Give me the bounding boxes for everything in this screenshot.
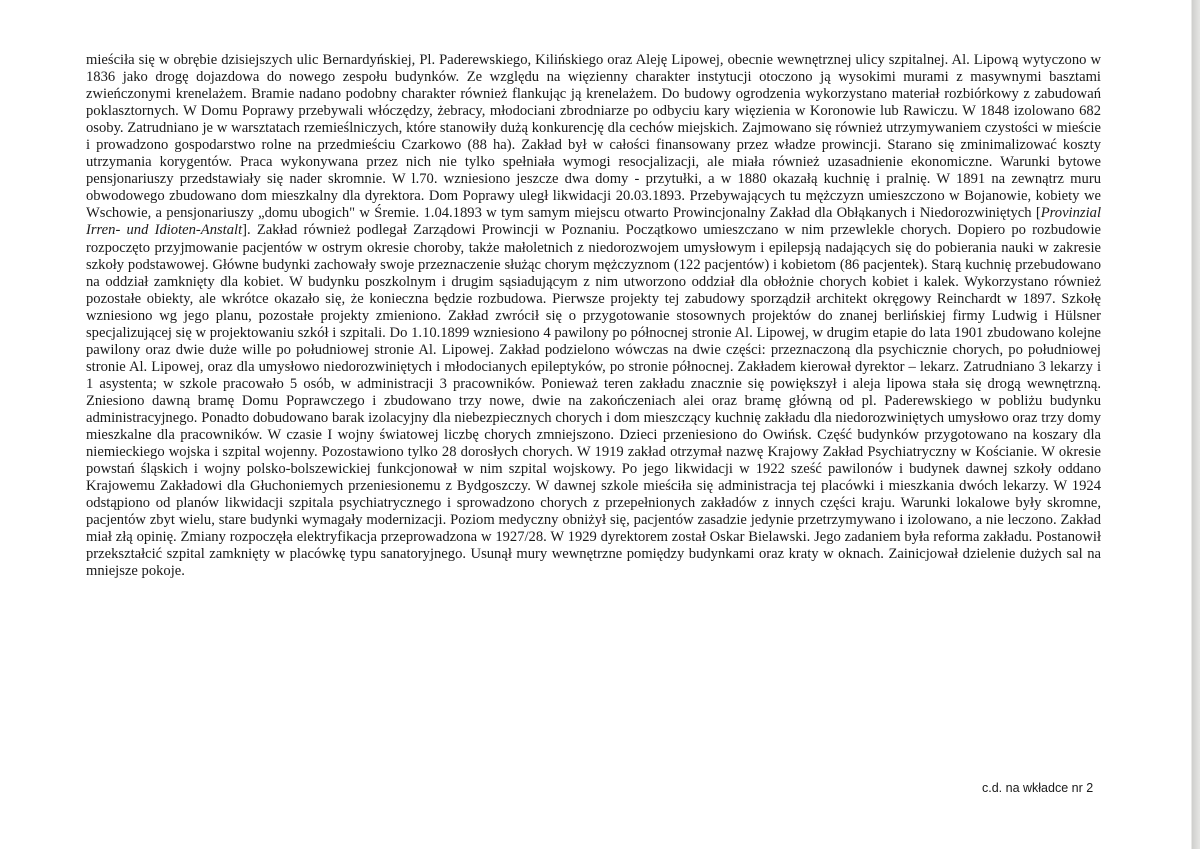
body-text [86,52,1101,580]
body-text-segment-1: mieściła się w obrębie dzisiejszych ulic Bernardyńskiej, Pl. Paderewskiego, Kilińskiego oraz Aleję Lipowej, obecnie wewnętrznej ulicy szpitalnej. Al. Lipową wytyczono w 1836 jako drogę dojazdowa do nowego zespołu budynków. Ze względu na więzienny charakter instytucji otoczono ją wysokimi murami z masywnymi basztami zwieńczonymi krenelażem. Bramie nadano podobny charakter również flankując ją krenelażem. Do budowy ogrodzenia wykorzystano materiał rozbiórkowy z zabudowań poklasztornych. W Domu Poprawy przebywali włóczędzy, żebracy, młodociani zbrodniarze po odbyciu kary więzienia w Koronowie lub Rawiczu. W 1848 izolowano 682 osoby. Zatrudniano je w warsztatach rzemieślniczych, które stanowiły dużą konkurencję dla cechów miejskich. Zajmowano się również utrzymywaniem czystości w mieście i prowadzono gospodarstwo rolne na przedmieściu Czarkowo (88 ha). Zakład był w całości finansowany przez władze prowincji. Starano się zminimalizować koszty utrzymania korygentów. Praca wykonywana przez nich nie tylko spełniała wymogi resocjalizacji, ale miała również uzasadnienie ekonomiczne. Warunki bytowe pensjonariuszy przedstawiały się nader skromnie. W l.70. wzniesiono jeszcze dwa domy - przytułki, a w 1880 okazałą kuchnię i pralnię. W 1891 na zewnątrz muru obwodowego zbudowano dom mieszkalny dla dyrektora. Dom Poprawy uległ likwidacji 20.03.1893. Przebywających tu mężczyzn umieszczono w Bojanowie, kobiety we Wschowie, a pensjonariuszy „domu ubogich" w Śremie. 1.04.1893 w tym samym miejscu otwarto Prowincjonalny Zakład dla Obłąkanych i Niedorozwiniętych [ [86,52,1101,222]
body-text-segment-2: ]. Zakład również podlegał Zarządowi Prowincji w Poznaniu. Początkowo umieszczano w nim przewlekle chorych. Dopiero po rozbudowie rozpoczęto przyjmowanie pacjentów w ostrym okresie choroby, także małoletnich z niedorozwojem umysłowym i epilepsją nadających się do pobierania nauki w zakresie szkoły podstawowej. Główne budynki zachowały swoje przeznaczenie służąc chorym mężczyznom (122 pacjentów) i kobietom (86 pacjentek). Starą kuchnię przebudowano na oddział zamknięty dla kobiet. W budynku poszkolnym i drugim sąsiadującym z nim utworzono oddział dla obłożnie chorych kobiet i kalek. Wykorzystano również pozostałe obiekty, ale wkrótce okazało się, że konieczna będzie rozbudowa. Pierwsze projekty tej zabudowy sporządził architekt okręgowy Reinchardt w 1897. Szkołę wzniesiono wg jego planu, pozostałe projekty zmieniono. Zakład zwrócił się o przygotowanie stosownych projektów do znanej berlińskiej firmy Ludwig i Hülsner specjalizującej się w projektowaniu szkół i szpitali. Do 1.10.1899 wzniesiono 4 pawilony po północnej stronie Al. Lipowej, w drugim etapie do lata 1901 zbudowano kolejne pawilony oraz dwie duże wille po południowej stronie Al. Lipowej. Zakład podzielono wówczas na dwie części: przeznaczoną dla psychicznie chorych, po południowej stronie Al. Lipowej, oraz dla umysłowo niedorozwiniętych i młodocianych epileptyków, po stronie północnej. Zakładem kierował dyrektor – lekarz. Zatrudniano 3 lekarzy i 1 asystenta; w szkole pracowało 5 osób, w administracji 3 pracowników. Ponieważ teren zakładu znacznie się powiększył i aleja lipowa stała się drogą wewnętrzną. Zniesiono dawną bramę Domu Poprawczego i zbudowano trzy nowe, dwie na zakończeniach alei oraz bramę główną od pl. Paderewskiego w pobliżu budynku administracyjnego. Ponadto dobudowano barak izolacyjny dla niebezpiecznych chorych i dom mieszczący kuchnię zakładu dla niedorozwiniętych umysłowo oraz trzy domy mieszkalne dla pracowników. W czasie I wojny światowej liczbę chorych zmniejszono. Dzieci przeniesiono do Owińsk. Część budynków przygotowano na koszary dla niemieckiego wojska i szpital wojenny. Pozostawiono tylko 28 dorosłych chorych. W 1919 zakład otrzymał nazwę Krajowy Zakład Psychiatryczny w Kościanie. W okresie powstań śląskich i wojny polsko-bolszewickiej funkcjonował w nim szpital wojskowy. Po jego likwidacji w 1922 sześć pawilonów i budynek dawnej szkoły oddano Krajowemu Zakładowi dla Głuchoniemych przeniesionemu z Bydgoszczy. W dawnej szkole mieściła się administracja tej placówki i mieszkania dwóch lekarzy. W 1924 odstąpiono od planów likwidacji szpitala psychiatrycznego i sprowadzono chorych z przepełnionych zakładów z innych części kraju. Warunki lokalowe były skromne, pacjentów zbyt wielu, stare budynki wymagały modernizacji. Poziom medyczny obniżył się, pacjentów zasadzie jedynie przetrzymywano i izolowano, a nie leczono. Zakład miał złą opinię. Zmiany rozpoczęła elektryfikacja przeprowadzona w 1927/28. W 1929 dyrektorem został Oskar Bielawski. Jego zadaniem była reforma zakładu. Postanowił przekształcić szpital zamknięty w placówkę typu sanatoryjnego. Usunął mury wewnętrzne pomiędzy budynkami oraz kraty w oknach. Zainicjował dzielenie dużych sal na mniejsze pokoje. [86,222,1101,580]
continuation-note: c.d. na wkładce nr 2 [982,781,1094,795]
body-text-italic-german-name: Provinzial Irren- und Idioten-Anstalt [86,205,1101,239]
page-edge [1192,0,1200,849]
